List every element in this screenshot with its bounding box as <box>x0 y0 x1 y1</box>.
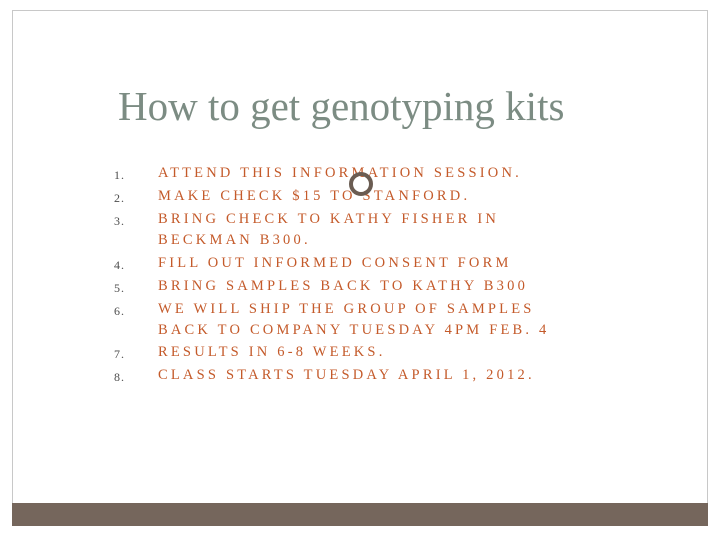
step-number: 4. <box>114 258 125 272</box>
step-text: RESULTS IN 6-8 WEEKS. <box>158 344 386 360</box>
step-number: 5. <box>114 281 125 295</box>
step-text: CLASS STARTS TUESDAY APRIL 1, 2012. <box>158 367 535 383</box>
step-number: 3. <box>114 214 125 228</box>
step-number: 2. <box>114 191 125 205</box>
slide-title: How to get genotyping kits <box>118 83 565 129</box>
step-text: BRING CHECK TO KATHY FISHER IN <box>158 211 500 227</box>
step-text: FILL OUT INFORMED CONSENT FORM <box>158 255 512 271</box>
step-text: ATTEND THIS INFORMATION SESSION. <box>158 165 522 181</box>
step-text-continued: BACK TO COMPANY TUESDAY 4PM FEB. 4 <box>158 322 550 338</box>
step-number: 1. <box>114 168 125 182</box>
step-text-continued: BECKMAN B300. <box>158 232 311 248</box>
step-text: BRING SAMPLES BACK TO KATHY B300 <box>158 278 529 294</box>
step-number: 7. <box>114 347 125 361</box>
step-text: WE WILL SHIP THE GROUP OF SAMPLES <box>158 301 535 317</box>
step-number: 6. <box>114 304 125 318</box>
step-number: 8. <box>114 370 125 384</box>
ring-cursor-icon <box>349 172 373 196</box>
footer-bar <box>12 503 708 526</box>
step-text: MAKE CHECK $15 TO STANFORD. <box>158 188 471 204</box>
